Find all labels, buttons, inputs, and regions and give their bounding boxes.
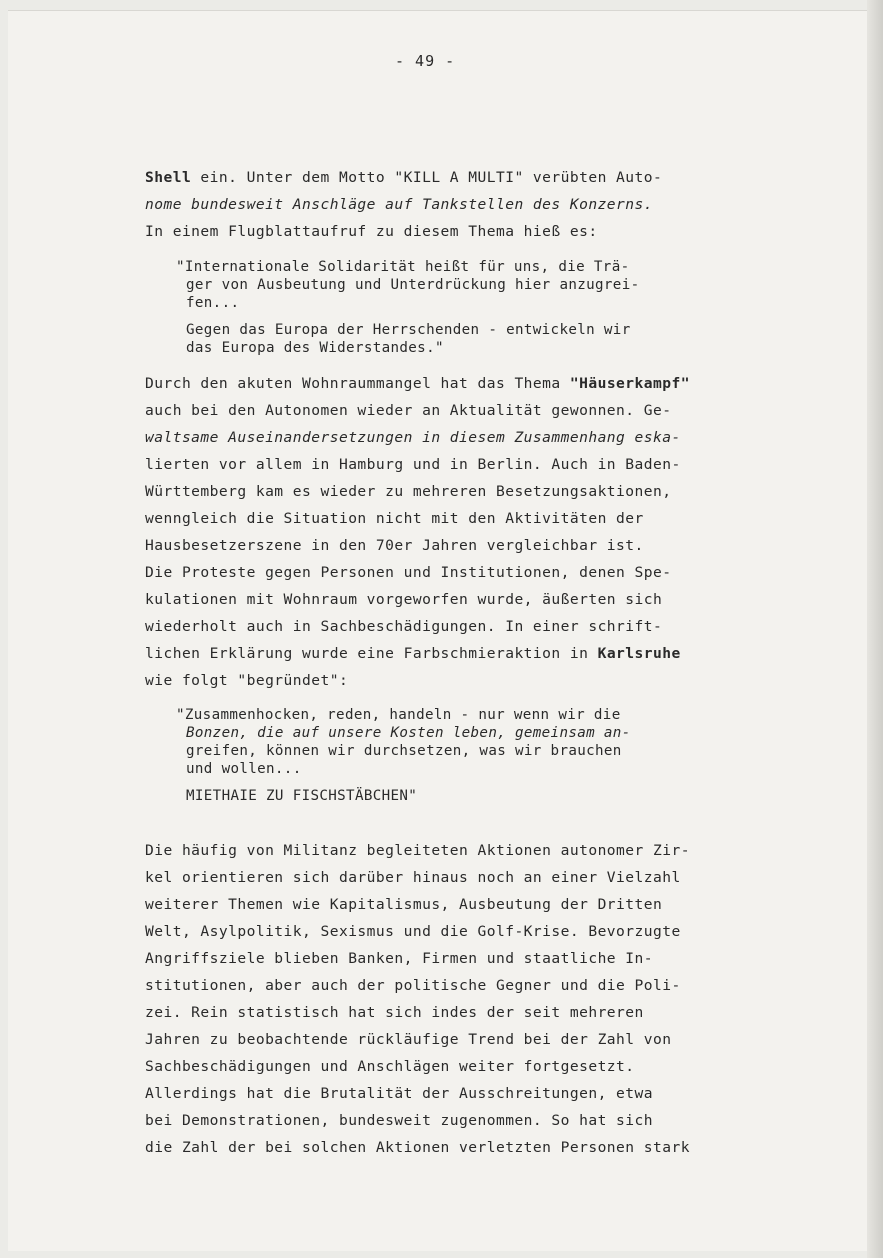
text-line: wie folgt "begründet": [145,672,349,689]
page-number: - 49 - [395,52,456,70]
bold-term-shell: Shell [145,169,192,186]
text-line: Jahren zu beobachtende rückläufige Trend bei der Zahl von [145,1031,672,1048]
text-line: bei Demonstrationen, bundesweit zugenommen. So hat sich [145,1112,653,1129]
quote-line: ger von Ausbeutung und Unterdrückung hier anzugrei- [186,277,640,293]
text-line: wenngleich die Situation nicht mit den Aktivitäten der [145,510,644,527]
text-line: lierten vor allem in Hamburg und in Berlin. Auch in Baden- [145,456,681,473]
quote-line: das Europa des Widerstandes." [186,340,444,356]
text-span: ein. Unter dem Motto "KILL A MULTI" verübten Auto- [191,169,663,186]
text-span: lichen Erklärung wurde eine Farbschmieraktion in [145,645,598,662]
text-line [145,375,690,392]
text-line [145,645,681,662]
text-line: weiterer Themen wie Kapitalismus, Ausbeutung der Dritten [145,896,663,913]
text-line: Welt, Asylpolitik, Sexismus und die Golf-Krise. Bevorzugte [145,923,681,940]
text-line: die Zahl der bei solchen Aktionen verletzten Personen stark [145,1139,690,1156]
quote-line: und wollen... [186,761,302,777]
text-line [145,169,662,186]
text-line: Angriffsziele blieben Banken, Firmen und staatliche In- [145,950,653,967]
text-line: stitutionen, aber auch der politische Gegner und die Poli- [145,977,681,994]
text-line: Sachbeschädigungen und Anschlägen weiter fortgesetzt. [145,1058,635,1075]
text-line: Allerdings hat die Brutalität der Ausschreitungen, etwa [145,1085,653,1102]
quote-line: MIETHAIE ZU FISCHSTÄBCHEN" [186,788,418,804]
quote-line: Bonzen, die auf unsere Kosten leben, gemeinsam an- [186,725,631,741]
text-line: kulationen mit Wohnraum vorgeworfen wurde, äußerten sich [145,591,663,608]
text-line: Die Proteste gegen Personen und Institutionen, denen Spe- [145,564,672,581]
text-line: waltsame Auseinandersetzungen in diesem Zusammenhang eska- [145,429,681,446]
text-line: Die häufig von Militanz begleiteten Aktionen autonomer Zir- [145,842,690,859]
text-line: zei. Rein statistisch hat sich indes der seit mehreren [145,1004,644,1021]
quote-line: "Internationale Solidarität heißt für uns, die Trä- [176,259,630,275]
text-span: Durch den akuten Wohnraummangel hat das Thema [145,375,570,392]
text-line: auch bei den Autonomen wieder an Aktualität gewonnen. Ge- [145,402,672,419]
bold-term-karlsruhe: Karlsruhe [597,645,681,662]
quote-line: "Zusammenhocken, reden, handeln - nur wenn wir die [176,707,621,723]
quote-line: fen... [186,295,240,311]
text-line: kel orientieren sich darüber hinaus noch an einer Vielzahl [145,869,681,886]
quote-line: greifen, können wir durchsetzen, was wir brauchen [186,743,622,759]
text-line: In einem Flugblattaufruf zu diesem Thema hieß es: [145,223,598,240]
quote-line: Gegen das Europa der Herrschenden - entwickeln wir [186,322,631,338]
text-line: Hausbesetzerszene in den 70er Jahren vergleichbar ist. [145,537,644,554]
bold-term-haeuserkampf: "Häuserkampf" [569,375,690,392]
text-line: wiederholt auch in Sachbeschädigungen. In einer schrift- [145,618,663,635]
text-line: Württemberg kam es wieder zu mehreren Besetzungsaktionen, [145,483,672,500]
text-line: nome bundesweit Anschläge auf Tankstellen des Konzerns. [145,196,653,213]
